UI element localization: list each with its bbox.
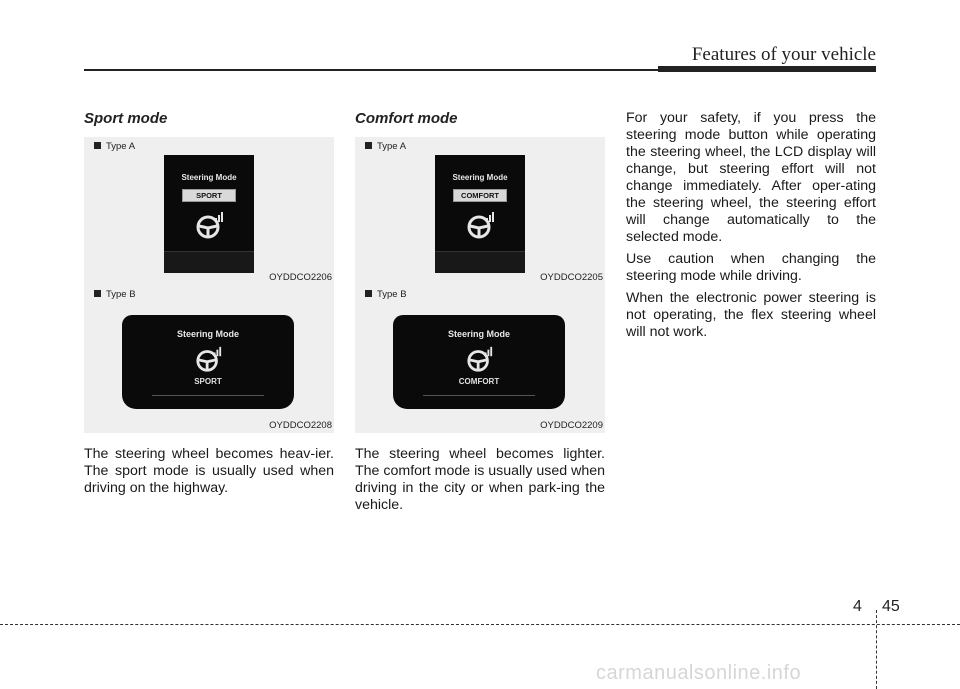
bullet-square-icon <box>365 142 372 149</box>
lcd-title: Steering Mode <box>176 329 239 339</box>
lcd-mode-box: COMFORT <box>453 189 507 202</box>
page-number: 45 <box>882 598 900 615</box>
figure-code: OYDDCO2208 <box>269 420 332 431</box>
figure-code: OYDDCO2205 <box>540 272 603 283</box>
lcd-underline <box>152 395 264 396</box>
figure-code: OYDDCO2209 <box>540 420 603 431</box>
lcd-mode-text: COMFORT <box>458 377 500 386</box>
lcd-display-type-a <box>164 155 254 273</box>
lcd-title: Steering Mode <box>181 173 237 182</box>
comfort-mode-description: The steering wheel becomes lighter. The comfort mode is usually used when driving in the city or when park-ing the vehicle. <box>355 446 605 513</box>
steering-wheel-icon <box>195 210 225 240</box>
sport-mode-heading: Sport mode <box>84 110 168 127</box>
figure-label-text: Type A <box>377 141 407 152</box>
steering-wheel-icon <box>195 345 223 373</box>
comfort-mode-column <box>355 110 605 514</box>
caution-paragraph: Use caution when changing the steering mode while driving. <box>626 251 876 284</box>
footer-rule <box>0 624 960 625</box>
header-rule-accent <box>658 66 876 72</box>
lcd-title: Steering Mode <box>447 329 510 339</box>
sport-mode-column <box>84 110 334 497</box>
bullet-square-icon <box>365 290 372 297</box>
lcd-display-type-b <box>122 315 294 409</box>
notes-column <box>626 110 876 341</box>
figure-label-text: Type B <box>377 289 407 300</box>
figure-label <box>365 289 407 300</box>
lcd-display-type-b <box>393 315 565 409</box>
figure-label <box>365 141 406 152</box>
lcd-display-type-a <box>435 155 525 273</box>
lcd-mode-text: SPORT <box>194 377 222 386</box>
figure-label <box>94 289 136 300</box>
watermark: carmanualsonline.info <box>596 662 802 684</box>
lcd-mode-box: SPORT <box>182 189 236 202</box>
lcd-bottom-bar <box>435 251 525 273</box>
figure-code: OYDDCO2206 <box>269 272 332 283</box>
lcd-bottom-bar <box>164 251 254 273</box>
lcd-title: Steering Mode <box>452 173 508 182</box>
sport-type-a-figure <box>84 137 334 285</box>
comfort-type-a-figure <box>355 137 605 285</box>
eps-note-paragraph: When the electronic power steering is not operating, the flex steering wheel will not work. <box>626 290 876 340</box>
figure-label-text: Type B <box>106 289 136 300</box>
comfort-type-b-figure <box>355 285 605 433</box>
comfort-mode-heading: Comfort mode <box>355 110 458 127</box>
safety-note-paragraph: For your safety, if you press the steering mode button while operating the steering wheel, the LCD display will change, but steering effort will not change immediately. After oper-ating the steering wheel, the steering effort will change automatically to the selected mode. <box>626 110 876 245</box>
header-title: Features of your vehicle <box>691 44 876 65</box>
lcd-underline <box>423 395 535 396</box>
steering-wheel-icon <box>466 210 496 240</box>
sport-type-b-figure <box>84 285 334 433</box>
figure-label-text: Type A <box>106 141 136 152</box>
chapter-number: 4 <box>853 598 862 615</box>
figure-label <box>94 141 135 152</box>
footer-divider <box>876 610 877 689</box>
sport-mode-description: The steering wheel becomes heav-ier. The sport mode is usually used when driving on the highway. <box>84 446 334 496</box>
steering-wheel-icon <box>466 345 494 373</box>
bullet-square-icon <box>94 290 101 297</box>
bullet-square-icon <box>94 142 101 149</box>
